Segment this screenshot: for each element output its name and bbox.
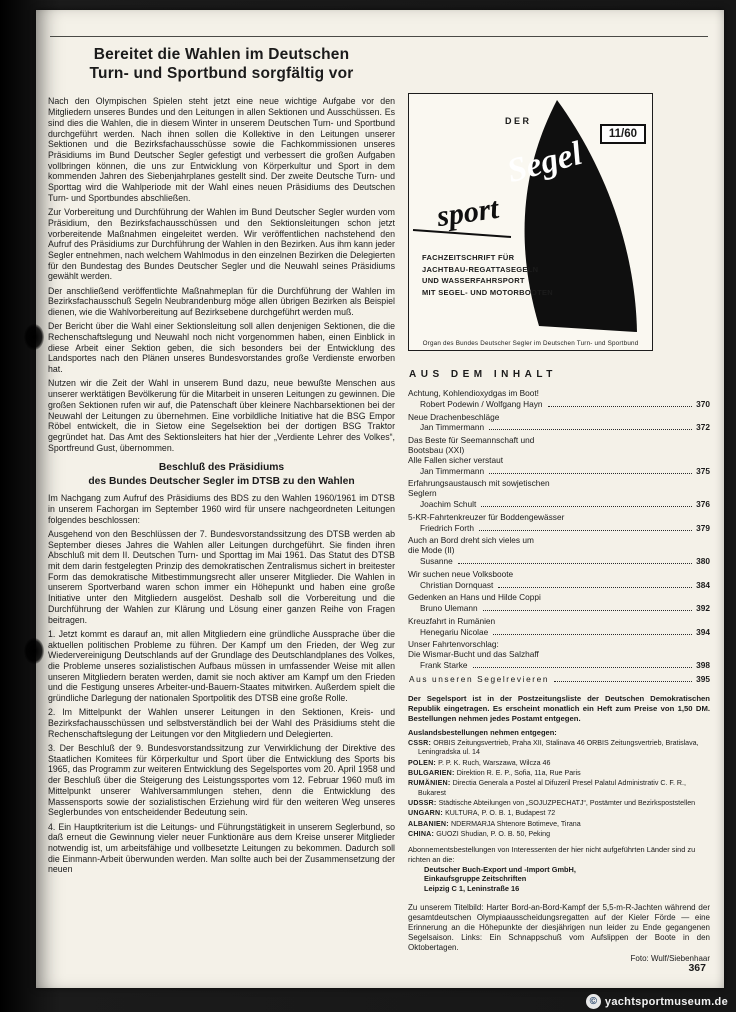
cover-subtitle <box>422 252 560 299</box>
toc-item <box>408 436 710 476</box>
toc-entry-title: Gedenken an Hans und Hilde Coppi <box>408 592 541 603</box>
toc-entry-title: Seglern <box>408 488 437 499</box>
toc-dots-leader <box>481 506 692 507</box>
toc-dots-leader <box>483 610 693 611</box>
cover-issue-badge: 11/60 <box>600 124 646 144</box>
toc-entry-title: 5-KR-Fahrtenkreuzer für Boddengewässer <box>408 511 565 522</box>
toc-dots-leader <box>489 429 692 430</box>
page-columns <box>48 43 710 963</box>
photo-credit: Foto: Wulf/Siebenhaar <box>630 954 710 964</box>
country-label: BULGARIEN: <box>408 768 457 777</box>
toc-author: Jan Timmermann <box>420 465 485 476</box>
toc-entry-title: Kreuzfahrt in Rumänien <box>408 615 496 626</box>
toc-entry-title: Achtung, Kohlendioxydgas im Boot! <box>408 388 539 398</box>
binding-hole <box>24 324 44 350</box>
toc-author-row <box>408 422 710 432</box>
toc-dots-leader <box>473 667 693 668</box>
article-subheading <box>48 461 395 488</box>
article-paragraph: Zur Vorbereitung und Durchführung der Wahlen im Bund Deutscher Segler wurden vom Präsidium, den Bezirksfachausschüssen und den Sektionsleitungen schon jetzt vorbereitende Maßnahmen eingeleitet werden. Wir veröffentlichen nachstehend den Aufruf des Präsidiums zur Durchführung der Wahlen in den Bezirken. Aus ihm kann jeder Segler entnehmen, nach welchem Wahlmodus in den einzelnen Bezirken die Delegierten für den Bundestag des Bundes Deutscher Segler und die Neuwahl seines Präsidiums gewählt werden. <box>48 207 395 282</box>
contents-column <box>408 43 710 963</box>
article-title <box>52 45 391 83</box>
subscription-address-line: Deutscher Buch-Export und -Import GmbH, <box>424 864 576 874</box>
country-label: UDSSR: <box>408 799 439 808</box>
foreign-orders-list <box>408 739 710 841</box>
toc-page-number: 375 <box>696 465 710 476</box>
article-paragraph: Der anschließend veröffentlichte Maßnahmeplan für die Durchführung der Wahlen im Bezirksfachausschuß Segeln Neubrandenburg möge allen übrigen Bezirken als Beispiel dienen, wie die Wahlvorbereitung auf Bezirksebene durchgeführt werden muß. <box>48 285 395 318</box>
subscription-country: ALBANIEN: NDERMARJA Shtenore Botimeve, Tirana <box>408 819 581 828</box>
magazine-cover <box>408 93 653 351</box>
toc-page-number: 395 <box>696 673 710 684</box>
toc-dots-leader <box>493 634 692 635</box>
toc-author-row <box>408 466 710 476</box>
article-paragraph: Nach den Olympischen Spielen steht jetzt eine neue wichtige Aufgabe vor den Mitgliedern unseres Bundes und den Leitungen in allen Sektionen und Ausschüssen. Es sind dies die Wahlen, die in diesem Winter in unserem Deutschen Turn- und Sportbund durchgeführt werden. Nach ihnen sollen die Kollektive in den Leitungen unserer Sektionen und die Bezirksfachausschüsse sowie die Fachkommissionen unseres Präsidiums im Bund Deutscher Segler gefestigt und verbessert die großen Aufgaben vollbringen können, die uns zur Entwicklung von Körperkultur und Sport in dem kommenden Jahren des Siebenjahrplanes gestellt sind. Der zweite Deutsche Turn- und Sporttag wird die Wahlperiode mit der Wahl eines neuen Präsidiums des Deutschen Turn- und Sportbundes abschließen. <box>48 96 395 203</box>
toc-entry-title: Neue Drachenbeschläge <box>408 411 500 422</box>
subscription-country: BULGARIEN: Direktion R. E. P., Sofia, 11a, Rue Paris <box>408 768 581 777</box>
toc-author-row <box>408 399 710 409</box>
article-paragraph: 2. Im Mittelpunkt der Wahlen unserer Leitungen in den Sektionen, Kreis- und Bezirksfachausschüssen und selbstverständlich bei der Wahl des Präsidiums steht die Rechenschaftslegung der Leitungen vor den Mitgliedern und Delegierten. <box>48 707 395 739</box>
watermark <box>586 994 728 1009</box>
cover-photo-caption: Zu unserem Titelbild: Harter Bord-an-Bord-Kampf der 5,5-m-R-Jachten während der gesamtdeutschen Olympiaausscheidungsregatten auf der Kieler Förde — eine Erinnerung an die Höhepunkte der diesjährigen nun leider zu Ende gegangenen Segelsaison. Links: Ein Schnappschuß vom Aufslippen der Boote in den Oktobertagen. <box>408 902 710 953</box>
toc-author-row <box>408 523 710 533</box>
subscription-country: CSSR: ORBIS Zeitungsvertrieb, Praha XII, Stalinava 46 ORBIS Zeitungsvertrieb, Bratislava, Leningradska ul. 14 <box>408 738 699 757</box>
top-rule <box>50 36 708 37</box>
country-label: RUMÄNIEN: <box>408 779 453 788</box>
toc-author-row <box>408 499 710 509</box>
yachtsportmuseum-logo: © <box>586 994 601 1009</box>
toc-entry-title: Das Beste für Seemannschaft und <box>408 435 535 445</box>
toc-dots-leader <box>498 587 692 588</box>
country-label: POLEN: <box>408 758 439 767</box>
subscription-country: CHINA: GUOZI Shudian, P. O. B. 50, Peking <box>408 830 551 839</box>
toc-page-number: 398 <box>696 660 710 671</box>
article-intro <box>48 96 395 453</box>
subscription-address <box>408 865 710 894</box>
article-paragraph: 1. Jetzt kommt es darauf an, mit allen Mitgliedern eine gründliche Aussprache über die aktuellen politischen Probleme zu führen. Der Kampf um den Frieden, der Weg zur Wiedervereinigung Deutschlands auf der Grundlage des Deutschlandplanes des Volkes, die Probleme unseres sozialistischen Aufbaus müssen in umfassender Weise mit allen unseren Mitgliedern beraten werden, damit sie noch aktiver am Kampf um den Frieden und die Festigung unseres Arbeiter-und-Bauern-Staates mitwirken. Außerdem spielt die gründliche Darlegung der nationalen Sportpolitik des DTSB eine große Rolle. <box>48 628 395 704</box>
toc-author: Frank Starke <box>420 660 468 671</box>
article-column <box>48 43 395 963</box>
article-title-line1: Bereitet die Wahlen im Deutschen <box>93 46 350 63</box>
toc-item <box>408 479 710 509</box>
toc-page-number: 384 <box>696 579 710 590</box>
toc-item <box>408 389 710 409</box>
toc-dots-leader <box>458 563 692 564</box>
toc-entry-title: Auch an Bord dreht sich vieles um <box>408 535 534 546</box>
country-label: CHINA: <box>408 830 437 839</box>
toc-author: Susanne <box>420 556 453 567</box>
subscription-address-line: Einkaufsgruppe Zeitschriften <box>424 874 527 884</box>
toc-author: Henegariu Nicolae <box>420 626 489 637</box>
toc-author-row <box>408 660 710 670</box>
country-label: ALBANIEN: <box>408 819 451 828</box>
toc-item <box>408 593 710 613</box>
toc-page-number: 394 <box>696 626 710 637</box>
toc-page-number: 392 <box>696 603 710 614</box>
toc-author-row <box>408 556 710 566</box>
cover-title-segel: Segel <box>503 134 586 191</box>
toc-entry-title: die Mode (II) <box>408 545 455 556</box>
toc-author: Jan Timmermann <box>420 422 485 433</box>
article-paragraph: 3. Der Beschluß der 9. Bundesvorstandssitzung zur Verwirklichung der Direktive des Staatlichen Komitees für Körperkultur und Sport über die Entwicklung des Sports bis 1965, das Programm zur weiteren Entwicklung des Segelsportes vom 20. April 1958 und der Beschluß über die Steigerung des Leistungssportes vom 12. Februar 1960 muß im Mittelpunkt unserer Wahlversammlungen stehen, denn die Entwicklung des Massensports sowie der sozialistischen Erziehung wird für den weiteren Weg unseres Seglerbundes von entscheidender Bedeutung sein. <box>48 743 395 818</box>
toc-author: Robert Podewin / Wolfgang Hayn <box>420 398 543 409</box>
toc-entry-title: Die Wismar-Bucht und das Salzhaff <box>408 649 539 660</box>
toc-item <box>408 674 710 684</box>
toc-entry-title: Erfahrungsaustausch mit sowjetischen <box>408 478 550 489</box>
country-label: UNGARN: <box>408 809 446 818</box>
toc-page-number: 376 <box>696 499 710 510</box>
toc-author-row <box>408 580 710 590</box>
toc-dots-leader <box>489 473 692 474</box>
toc-entry-title: Unser Fahrtenvorschlag: <box>408 639 499 650</box>
toc-item <box>408 513 710 533</box>
magazine-page <box>36 10 724 988</box>
toc-author: Friedrich Forth <box>420 522 474 533</box>
contents-heading: AUS DEM INHALT <box>409 369 557 380</box>
cover-subtitle-line: MIT SEGEL- UND MOTORBOOTEN <box>422 287 553 297</box>
toc-author: Bruno Ulemann <box>420 603 478 614</box>
toc-item <box>408 617 710 637</box>
cover-subtitle-line: FACHZEITSCHRIFT FÜR <box>422 253 515 262</box>
toc-page-number: 370 <box>696 398 710 409</box>
foreign-orders-heading: Auslandsbestellungen nehmen entgegen: <box>408 727 557 737</box>
toc-item <box>408 536 710 566</box>
subscription-note: Abonnementsbestellungen von Interessenten der hier nicht aufgeführten Länder sind zu richten an die: <box>408 845 696 865</box>
toc-dots-leader <box>548 406 693 407</box>
cover-kicker: DER <box>505 116 532 126</box>
toc-dots-leader <box>554 681 692 682</box>
subscription-country: UDSSR: Städtische Abteilungen von „SOJUZPECHATJ“, Postämter und Bezirkspoststellen <box>408 799 696 808</box>
country-label: CSSR: <box>408 738 434 747</box>
toc-entry-title: Alle Fallen sicher verstaut <box>408 454 503 465</box>
toc-dots-leader <box>479 530 692 531</box>
postal-notice: Der Segelsport ist in der Postzeitungsliste der Deutschen Demokratischen Republik eingetragen. Es erscheint monatlich ein Heft zum Preise von 1,50 DM. Bestellungen nehmen jedes Postamt entgegen. <box>408 694 710 724</box>
toc-author: Joachim Schult <box>420 499 477 510</box>
toc-page-number: 379 <box>696 522 710 533</box>
cover-subtitle-line: UND WASSERFAHRSPORT <box>422 276 525 286</box>
toc-item <box>408 570 710 590</box>
article-paragraph: 4. Ein Hauptkriterium ist die Leitungs- und Führungstätigkeit in unserem Seglerbund, so daß erneut die Gewinnung vieler neuer Funktionäre aus dem Kreise unserer Mitglieder notwendig ist, um arbeitsfähige und vollbesetzte Leitungen zu bekommen. Dadurch soll die Einmann-Arbeit überwunden werden. Man sollte auch bei der Zusammensetzung der neuen <box>48 821 395 875</box>
article-paragraph: Im Nachgang zum Aufruf des Präsidiums des BDS zu den Wahlen 1960/1961 im DTSB in unserem Fachorgan im September 1960 wird für unsere nachgeordneten Leitungen folgendes beschlossen: <box>48 493 395 525</box>
toc-page-number: 380 <box>696 556 710 567</box>
toc-author: Christian Dornquast <box>420 579 494 590</box>
article-paragraph: Nutzen wir die Zeit der Wahl in unserem Bund dazu, neue bewußte Menschen aus unserer werktätigen Bevölkerung für die Mitarbeit in unseren Leitungen zu gewinnen. Die großen Sektionen rufen wir auf, die Patenschaft über kleinere Nachbarsektionen bei der Neuwahl der Leitungen zu übernehmen. Eine vorbildliche Initiative hat die BSG Empor Röbel entwickelt, die in Sietow eine Segelsektion bei der dortigen BSG Traktor gegründet hat. Das Amt des Sektionsleiters hat hier der „Verdiente Lehrer des Volkes“, Sportfreund Gust, übernommen. <box>48 378 395 453</box>
subscription-country: UNGARN: KULTURA, P. O. B. 1, Budapest 72 <box>408 809 556 818</box>
article-subheading-line2: des Bundes Deutscher Segler im DTSB zu den Wahlen <box>88 475 355 487</box>
toc-entry-title: Bootsbau (XXI) <box>408 444 465 455</box>
article-paragraph: Ausgehend von den Beschlüssen der 7. Bundesvorstandssitzung des DTSB werden ab September dieses Jahres die Wahlen aller Leitungen durchgeführt. Sie finden ihren Abschluß mit dem II. Deutschen Turn- und Sporttag im Mai 1961. Das Statut des DTSB mit dem darin festgelegten Prinzip des demokratischen Zentralismus sichert in breitester Form das demokratische Mitbestimmungsrecht aller unserer Mitglieder. Die Wahlen in unserem Sportverband waren schon immer ein Höhepunkt und haben eine große Initiative unter den Mitgliedern ausgelöst. Deshalb soll die Vorbereitung und die Durchführung der Wahlen zur Klärung und Lösung einer ganzen Reihe von Fragen beitragen. <box>48 528 395 625</box>
article-subheading-line1: Beschluß des Präsidiums <box>158 462 285 474</box>
page-number: 367 <box>688 962 706 974</box>
toc-item <box>408 413 710 433</box>
subscription-country: RUMÄNIEN: Directia Generala a Postel al Difuzeril Presel Palatul Administrativ C. F. R., Bukarest <box>408 779 686 797</box>
article-paragraph: Der Bericht über die Wahl einer Sektionsleitung soll allen denjenigen Sektionen, die die Rechenschaftslegung und Neuwahl noch nicht vorgenommen haben, einen Einblick in diese Arbeit einer Sektion geben, die sich besonders bei der Entwicklung des Landsportes nach den Plänen unseres Bundesvorstandes große Verdienste erworben hat. <box>48 321 395 375</box>
toc-author-row <box>408 674 710 684</box>
toc-page-number: 372 <box>696 422 710 433</box>
cover-subtitle-line: JACHTBAU-REGATTASEGELN <box>422 264 539 274</box>
toc-item <box>408 640 710 670</box>
toc-author-row <box>408 627 710 637</box>
watermark-text: yachtsportmuseum.de <box>604 995 728 1008</box>
toc-author-row <box>408 603 710 613</box>
cover-title-sport: sport <box>434 191 501 234</box>
subscription-country: POLEN: P. P. K. Ruch, Warszawa, Wilcza 46 <box>408 758 551 767</box>
subscription-address-line: Leipzig C 1, Leninstraße 16 <box>424 883 520 893</box>
contents-list <box>408 389 710 687</box>
article-title-line2: Turn- und Sportbund sorgfältig vor <box>89 65 354 83</box>
binding-hole <box>24 638 44 664</box>
cover-organ-line: Organ des Bundes Deutscher Segler im Deutschen Turn- und Sportbund <box>422 340 639 347</box>
article-decision <box>48 493 395 875</box>
toc-author: Aus unseren Segelrevieren <box>409 673 550 684</box>
toc-entry-title: Wir suchen neue Volksboote <box>408 568 514 579</box>
